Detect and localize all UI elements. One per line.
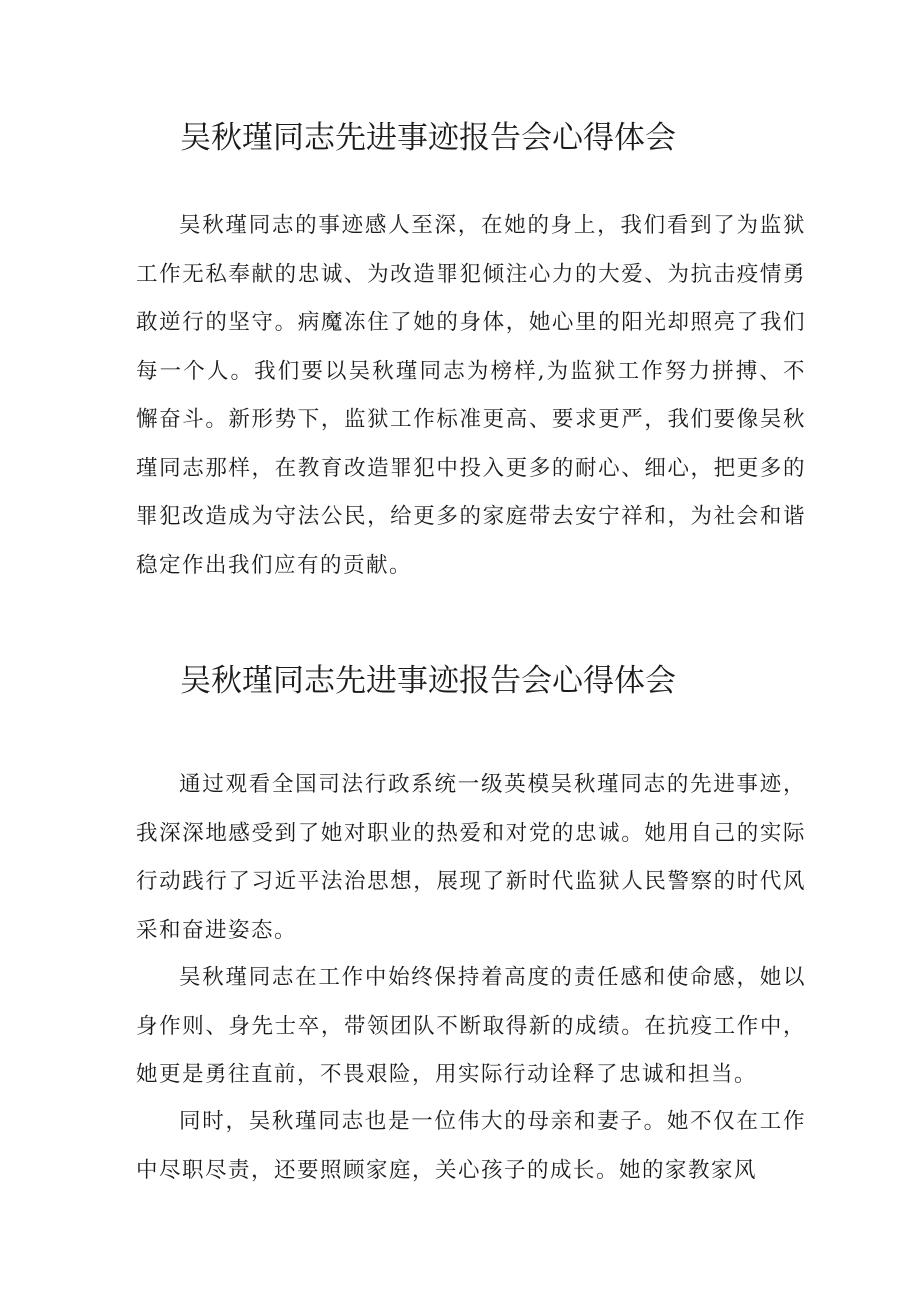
section-title: 吴秋瑾同志先进事迹报告会心得体会 [180,663,676,699]
paragraph: 吴秋瑾同志的事迹感人至深，在她的身上，我们看到了为监狱工作无私奉献的忠诚、为改造罪犯倾注心力的大爱、为抗击疫情勇敢逆行的坚守。病魔冻住了她的身体，她心里的阳光却照亮了我们每一个人。我们要以吴秋瑾同志为榜样,为监狱工作努力拼搏、不懈奋斗。新形势下，监狱工作标准更高、要求更严，我们要像吴秋瑾同志那样，在教育改造罪犯中投入更多的耐心、细心，把更多的罪犯改造成为守法公民，给更多的家庭带去安宁祥和，为社会和谐稳定作出我们应有的贡献。 [136,213,806,578]
section-title: 吴秋瑾同志先进事迹报告会心得体会 [180,120,676,156]
paragraph: 吴秋瑾同志在工作中始终保持着高度的责任感和使命感，她以身作则、身先士卒，带领团队不断取得新的成绩。在抗疫工作中，她更是勇往直前，不畏艰险，用实际行动诠释了忠诚和担当。 [136,965,806,1087]
paragraph: 同时，吴秋瑾同志也是一位伟大的母亲和妻子。她不仅在工作中尽职尽责，还要照顾家庭，关心孩子的成长。她的家教家风 [136,1109,806,1183]
paragraph: 通过观看全国司法行政系统一级英模吴秋瑾同志的先进事迹，我深深地感受到了她对职业的热爱和对党的忠诚。她用自己的实际行动践行了习近平法治思想，展现了新时代监狱人民警察的时代风采和奋进姿态。 [136,772,806,943]
